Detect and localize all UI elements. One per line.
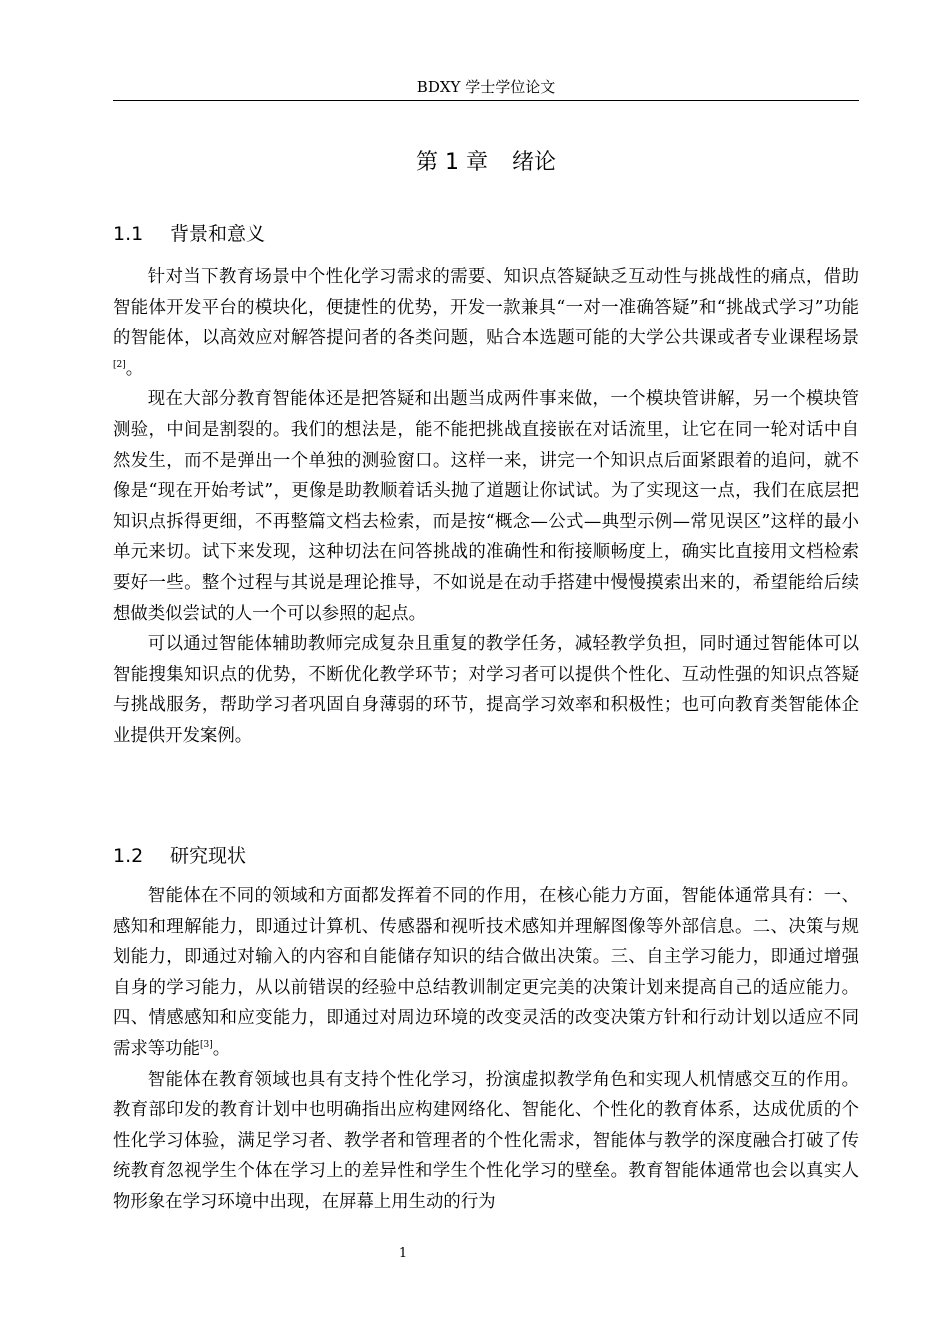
paragraph-text: 可以通过智能体辅助教师完成复杂且重复的教学任务，减轻教学负担，同时通过智能体可以智能搜集知识点的优势，不断优化教学环节；对学习者可以提供个性化、互动性强的知识点答疑与挑战服务，帮助学习者巩固自身薄弱的环节，提高学习效率和积极性；也可向教育类智能体企业提供开发案例。 <box>113 634 859 746</box>
paragraph-text: 智能体在不同的领域和方面都发挥着不同的作用，在核心能力方面，智能体通常具有：一、感知和理解能力，即通过计算机、传感器和视听技术感知并理解图像等外部信息。二、决策与规划能力，即通过对输入的内容和自能储存知识的结合做出决策。三、自主学习能力，即通过增强自身的学习能力，从以前错误的经验中总结教训制定更完美的决策计划来提高自己的适应能力。四、情感感知和应变能力，即通过对周边环境的改变灵活的改变决策方针和行动计划以适应不同需求等功能 <box>113 886 859 1059</box>
section-number: 1.1 <box>113 223 144 245</box>
paragraph <box>113 262 859 384</box>
paragraph <box>113 384 859 629</box>
section-body-1-2 <box>113 881 859 1218</box>
paragraph <box>113 881 859 1065</box>
chapter-name: 绪论 <box>511 150 556 175</box>
page-number: 1 <box>398 1246 408 1261</box>
paragraph-text: 针对当下教育场景中个性化学习需求的需要、知识点答疑缺乏互动性与挑战性的痛点，借助智能体开发平台的模块化，便捷性的优势，开发一款兼具“一对一准确答疑”和“挑战式学习”功能的智能体，以高效应对解答提问者的各类问题，贴合本选题可能的大学公共课或者专业课程场景 <box>113 267 859 349</box>
citation-marker[interactable]: [3] <box>199 1039 213 1050</box>
paragraph-end: 。 <box>212 1038 231 1059</box>
header-rule <box>113 100 859 101</box>
paragraph-end: 。 <box>125 358 144 379</box>
section-heading-1-2 <box>113 843 859 869</box>
section-title-text: 研究现状 <box>170 845 247 867</box>
citation-marker[interactable]: [2] <box>113 359 126 370</box>
section-number: 1.2 <box>113 845 144 867</box>
paragraph <box>113 1065 859 1218</box>
paragraph-text: 智能体在教育领域也具有支持个性化学习，扮演虚拟教学角色和实现人机情感交互的作用。教育部印发的教育计划中也明确指出应构建网络化、智能化、个性化的教育体系，达成优质的个性化学习体验，满足学习者、教学者和管理者的个性化需求，智能体与教学的深度融合打破了传统教育忽视学生个体在学习上的差异性和学生个性化学习的壁垒。教育智能体通常也会以真实人物形象在学习环境中出现，在屏幕上用生动的行为 <box>113 1069 859 1212</box>
section-title-text: 背景和意义 <box>170 223 266 245</box>
chapter-number: 第 1 章 <box>416 150 488 175</box>
chapter-title <box>113 148 859 178</box>
running-header: BDXY 学士学位论文 <box>416 78 556 96</box>
section-heading-1-1 <box>113 221 859 247</box>
section-body-1-1 <box>113 262 859 752</box>
paragraph-text: 现在大部分教育智能体还是把答疑和出题当成两件事来做，一个模块管讲解，另一个模块管测验，中间是割裂的。我们的想法是，能不能把挑战直接嵌在对话流里，让它在同一轮对话中自然发生，而不是弹出一个单独的测验窗口。这样一来，讲完一个知识点后面紧跟着的追问，就不像是“现在开始考试”，更像是助教顺着话头抛了道题让你试试。为了实现这一点，我们在底层把知识点拆得更细，不再整篇文档去检索，而是按“概念—公式—典型示例—常见误区”这样的最小单元来切。试下来发现，这种切法在问答挑战的准确性和衔接顺畅度上，确实比直接用文档检索要好一些。整个过程与其说是理论推导，不如说是在动手搭建中慢慢摸索出来的，希望能给后续想做类似尝试的人一个可以参照的起点。 <box>113 389 859 624</box>
paragraph <box>113 629 859 751</box>
